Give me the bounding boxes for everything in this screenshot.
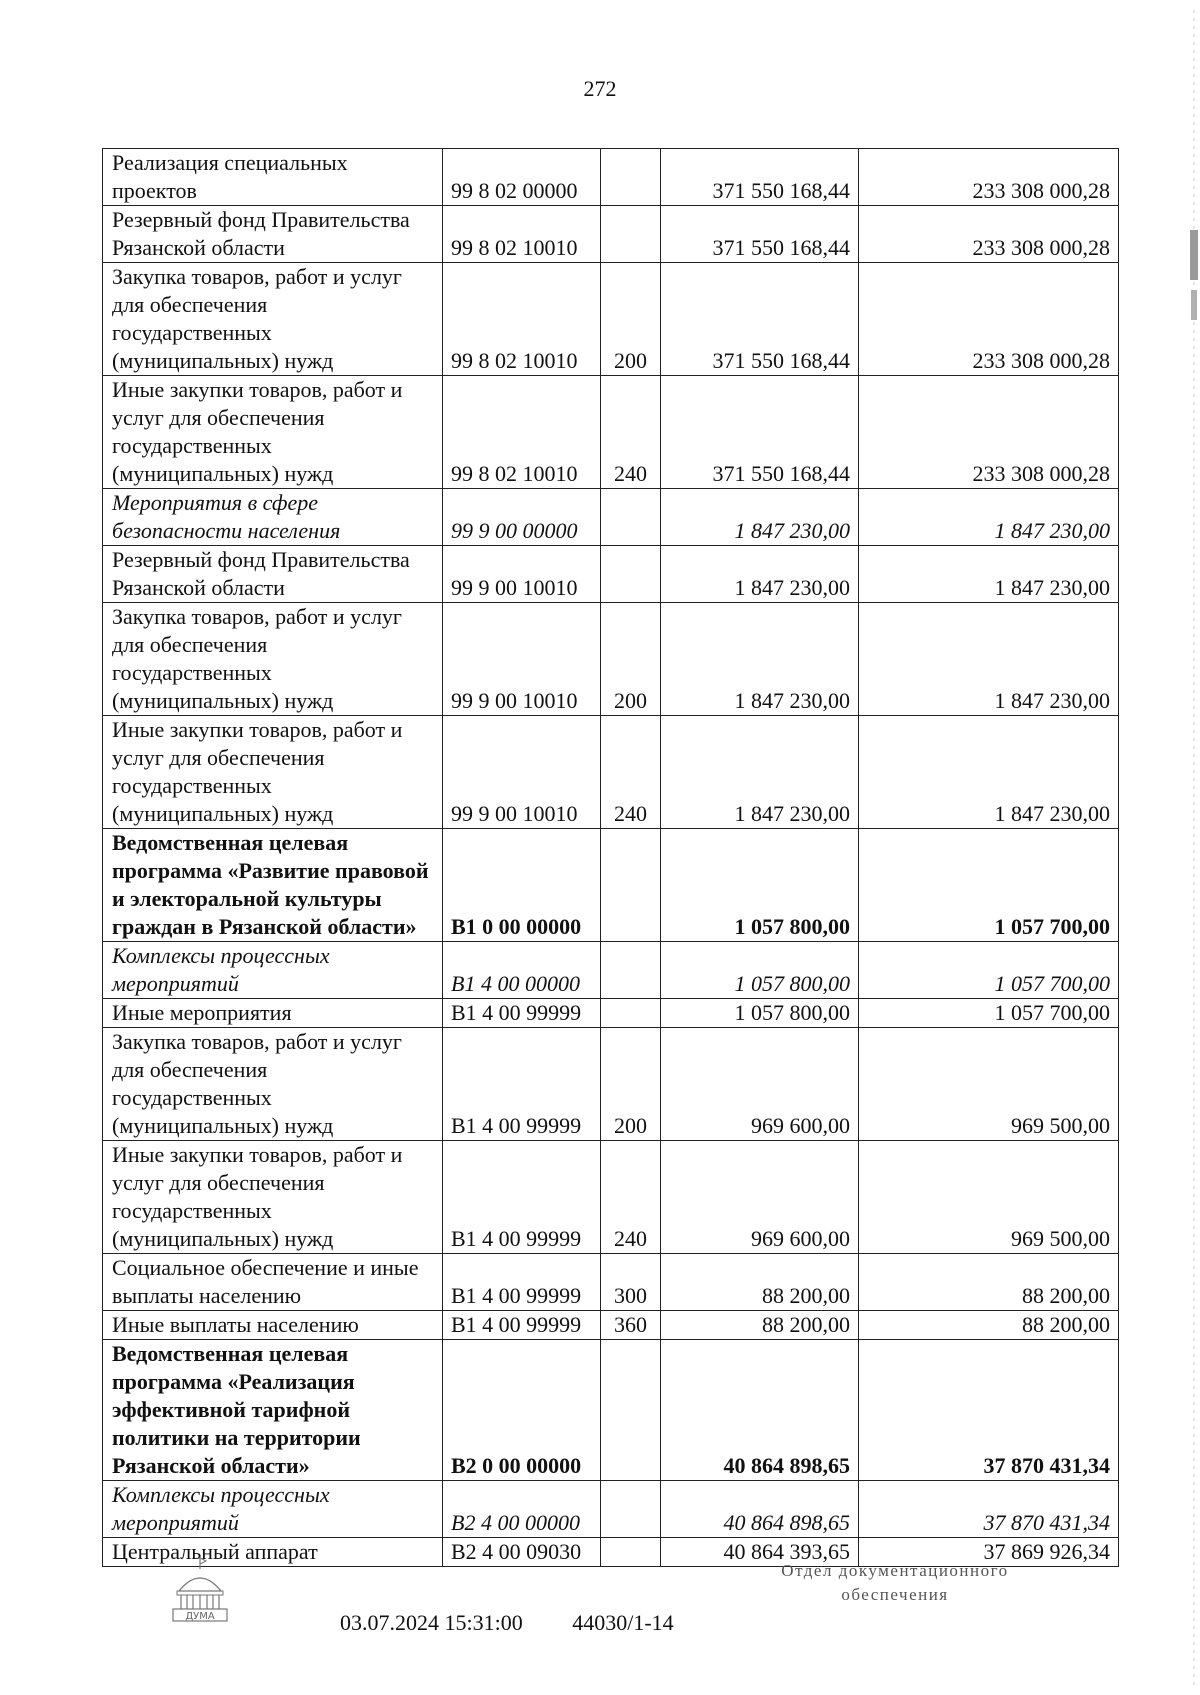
footer [0, 1555, 1200, 1675]
cell-name [103, 1141, 443, 1254]
name-line: (муниципальных) нужд [112, 461, 334, 486]
cell-sum-1: 1 847 230,00 [661, 716, 859, 829]
cell-sum-2: 1 847 230,00 [859, 603, 1119, 716]
cell-sum-1: 969 600,00 [661, 1141, 859, 1254]
cell-code: В1 0 00 00000 [443, 829, 601, 942]
cell-code: В1 4 00 00000 [443, 942, 601, 999]
cell-name [103, 999, 443, 1028]
cell-name [103, 603, 443, 716]
cell-code: 99 8 02 10010 [443, 206, 601, 263]
cell-code: 99 8 02 00000 [443, 149, 601, 206]
cell-name [103, 206, 443, 263]
name-line: Рязанской области» [112, 1453, 310, 1478]
cell-code: В2 4 00 00000 [443, 1481, 601, 1538]
cell-expense-type: 200 [601, 263, 661, 376]
cell-sum-2: 233 308 000,28 [859, 206, 1119, 263]
cell-expense-type [601, 546, 661, 603]
name-line: услуг для обеспечения [112, 405, 325, 430]
cell-name [103, 376, 443, 489]
name-line: Рязанской области [112, 575, 285, 600]
cell-expense-type [601, 206, 661, 263]
cell-sum-1: 1 847 230,00 [661, 603, 859, 716]
cell-expense-type: 200 [601, 1028, 661, 1141]
name-line: Иные закупки товаров, работ и [112, 717, 403, 742]
cell-sum-2: 37 869 926,34 [859, 1538, 1119, 1567]
cell-sum-2: 88 200,00 [859, 1311, 1119, 1340]
name-line: услуг для обеспечения [112, 1170, 325, 1195]
cell-name [103, 942, 443, 999]
cell-sum-1: 1 057 800,00 [661, 942, 859, 999]
name-line: Центральный аппарат [112, 1539, 318, 1564]
table-row [103, 1481, 1119, 1538]
cell-sum-1: 371 550 168,44 [661, 149, 859, 206]
name-line: программа «Развитие правовой [112, 858, 429, 883]
table-row [103, 489, 1119, 546]
stamp [340, 1610, 718, 1636]
table-row [103, 603, 1119, 716]
cell-sum-2: 1 847 230,00 [859, 546, 1119, 603]
cell-code: 99 9 00 10010 [443, 603, 601, 716]
cell-code: 99 9 00 00000 [443, 489, 601, 546]
cell-name [103, 546, 443, 603]
cell-sum-2: 1 847 230,00 [859, 716, 1119, 829]
cell-name [103, 1311, 443, 1340]
cell-sum-2: 1 847 230,00 [859, 489, 1119, 546]
cell-expense-type: 360 [601, 1311, 661, 1340]
name-line: Мероприятия в сфере [112, 490, 319, 515]
cell-sum-2: 233 308 000,28 [859, 263, 1119, 376]
table-row [103, 263, 1119, 376]
table-row [103, 546, 1119, 603]
name-line: для обеспечения [112, 292, 268, 317]
name-line: безопасности населения [112, 518, 341, 543]
name-line: политики на территории [112, 1425, 361, 1450]
table-row [103, 716, 1119, 829]
cell-sum-1: 371 550 168,44 [661, 263, 859, 376]
cell-expense-type: 240 [601, 376, 661, 489]
name-line: (муниципальных) нужд [112, 801, 334, 826]
name-line: государственных [112, 660, 272, 685]
scan-edge-mark [1182, 0, 1200, 1695]
name-line: Ведомственная целевая [112, 830, 349, 855]
cell-code: В2 4 00 09030 [443, 1538, 601, 1567]
duma-logo-icon [165, 1555, 235, 1625]
cell-expense-type [601, 489, 661, 546]
table-row [103, 1141, 1119, 1254]
cell-expense-type [601, 999, 661, 1028]
table-row [103, 1254, 1119, 1311]
cell-name [103, 829, 443, 942]
name-line: эффективной тарифной [112, 1397, 351, 1422]
cell-sum-1: 40 864 393,65 [661, 1538, 859, 1567]
cell-sum-2: 37 870 431,34 [859, 1481, 1119, 1538]
name-line: Иные закупки товаров, работ и [112, 377, 403, 402]
cell-name [103, 263, 443, 376]
cell-expense-type: 240 [601, 1141, 661, 1254]
cell-sum-1: 1 847 230,00 [661, 489, 859, 546]
name-line: государственных [112, 433, 272, 458]
name-line: Комплексы процессных [112, 943, 330, 968]
cell-expense-type [601, 1340, 661, 1481]
department-line-1: Отдел документационного [781, 1561, 1009, 1580]
cell-code: В1 4 00 99999 [443, 1141, 601, 1254]
cell-expense-type [601, 1481, 661, 1538]
name-line: Иные мероприятия [112, 1000, 292, 1025]
table-row [103, 829, 1119, 942]
cell-sum-1: 1 057 800,00 [661, 829, 859, 942]
cell-sum-2: 969 500,00 [859, 1028, 1119, 1141]
cell-code: 99 9 00 10010 [443, 716, 601, 829]
page-number: 272 [583, 76, 617, 101]
table-body [103, 149, 1119, 1567]
cell-sum-2: 233 308 000,28 [859, 149, 1119, 206]
cell-sum-2: 1 057 700,00 [859, 829, 1119, 942]
cell-sum-1: 40 864 898,65 [661, 1481, 859, 1538]
name-line: Социальное обеспечение и иные [112, 1255, 419, 1280]
stamp-timestamp: 03.07.2024 15:31:00 [340, 1610, 523, 1635]
cell-sum-1: 40 864 898,65 [661, 1340, 859, 1481]
cell-name [103, 1340, 443, 1481]
cell-name [103, 716, 443, 829]
cell-expense-type: 300 [601, 1254, 661, 1311]
cell-sum-2: 969 500,00 [859, 1141, 1119, 1254]
cell-name [103, 1254, 443, 1311]
name-line: Резервный фонд Правительства [112, 547, 410, 572]
stamp-doc-number: 44030/1-14 [572, 1610, 674, 1635]
table-row [103, 1340, 1119, 1481]
cell-expense-type [601, 942, 661, 999]
name-line: Закупка товаров, работ и услуг [112, 1029, 402, 1054]
name-line: Закупка товаров, работ и услуг [112, 264, 402, 289]
name-line: для обеспечения [112, 1057, 268, 1082]
table-row [103, 376, 1119, 489]
cell-name [103, 1481, 443, 1538]
cell-sum-1: 88 200,00 [661, 1311, 859, 1340]
name-line: (муниципальных) нужд [112, 1226, 334, 1251]
cell-code: В2 0 00 00000 [443, 1340, 601, 1481]
table-row [103, 999, 1119, 1028]
department-line-2: обеспечения [841, 1585, 949, 1604]
cell-code: В1 4 00 99999 [443, 1254, 601, 1311]
cell-sum-1: 371 550 168,44 [661, 376, 859, 489]
name-line: граждан в Рязанской области» [112, 914, 417, 939]
cell-expense-type: 240 [601, 716, 661, 829]
name-line: Иные закупки товаров, работ и [112, 1142, 403, 1167]
cell-sum-2: 37 870 431,34 [859, 1340, 1119, 1481]
cell-code: 99 8 02 10010 [443, 263, 601, 376]
name-line: Реализация специальных [112, 150, 348, 175]
cell-sum-2: 88 200,00 [859, 1254, 1119, 1311]
table-row [103, 1028, 1119, 1141]
cell-sum-2: 233 308 000,28 [859, 376, 1119, 489]
cell-sum-1: 371 550 168,44 [661, 206, 859, 263]
name-line: выплаты населению [112, 1283, 302, 1308]
name-line: программа «Реализация [112, 1369, 355, 1394]
table-row [103, 206, 1119, 263]
budget-table [102, 148, 1119, 1567]
cell-sum-1: 1 847 230,00 [661, 546, 859, 603]
cell-code: В1 4 00 99999 [443, 999, 601, 1028]
name-line: государственных [112, 1198, 272, 1223]
department-watermark [745, 1559, 1045, 1607]
name-line: и электоральной культуры [112, 886, 382, 911]
table-row [103, 1311, 1119, 1340]
cell-sum-2: 1 057 700,00 [859, 999, 1119, 1028]
name-line: (муниципальных) нужд [112, 348, 334, 373]
name-line: государственных [112, 320, 272, 345]
name-line: проектов [112, 178, 197, 203]
table-row [103, 942, 1119, 999]
name-line: Иные выплаты населению [112, 1312, 359, 1337]
cell-name [103, 1028, 443, 1141]
name-line: Комплексы процессных [112, 1482, 330, 1507]
cell-sum-2: 1 057 700,00 [859, 942, 1119, 999]
cell-code: В1 4 00 99999 [443, 1028, 601, 1141]
name-line: (муниципальных) нужд [112, 688, 334, 713]
cell-expense-type [601, 149, 661, 206]
cell-name [103, 149, 443, 206]
cell-expense-type [601, 829, 661, 942]
cell-code: В1 4 00 99999 [443, 1311, 601, 1340]
name-line: для обеспечения [112, 632, 268, 657]
cell-sum-1: 969 600,00 [661, 1028, 859, 1141]
cell-expense-type: 200 [601, 603, 661, 716]
cell-code: 99 8 02 10010 [443, 376, 601, 489]
name-line: Рязанской области [112, 235, 285, 260]
name-line: государственных [112, 773, 272, 798]
name-line: услуг для обеспечения [112, 745, 325, 770]
cell-code: 99 9 00 10010 [443, 546, 601, 603]
name-line: государственных [112, 1085, 272, 1110]
cell-sum-1: 88 200,00 [661, 1254, 859, 1311]
name-line: Ведомственная целевая [112, 1341, 349, 1366]
name-line: Закупка товаров, работ и услуг [112, 604, 402, 629]
name-line: Резервный фонд Правительства [112, 207, 410, 232]
cell-sum-1: 1 057 800,00 [661, 999, 859, 1028]
table-row [103, 149, 1119, 206]
name-line: мероприятий [112, 1510, 239, 1535]
logo-text: ДУМА [185, 1611, 215, 1622]
name-line: (муниципальных) нужд [112, 1113, 334, 1138]
name-line: мероприятий [112, 971, 239, 996]
cell-name [103, 489, 443, 546]
